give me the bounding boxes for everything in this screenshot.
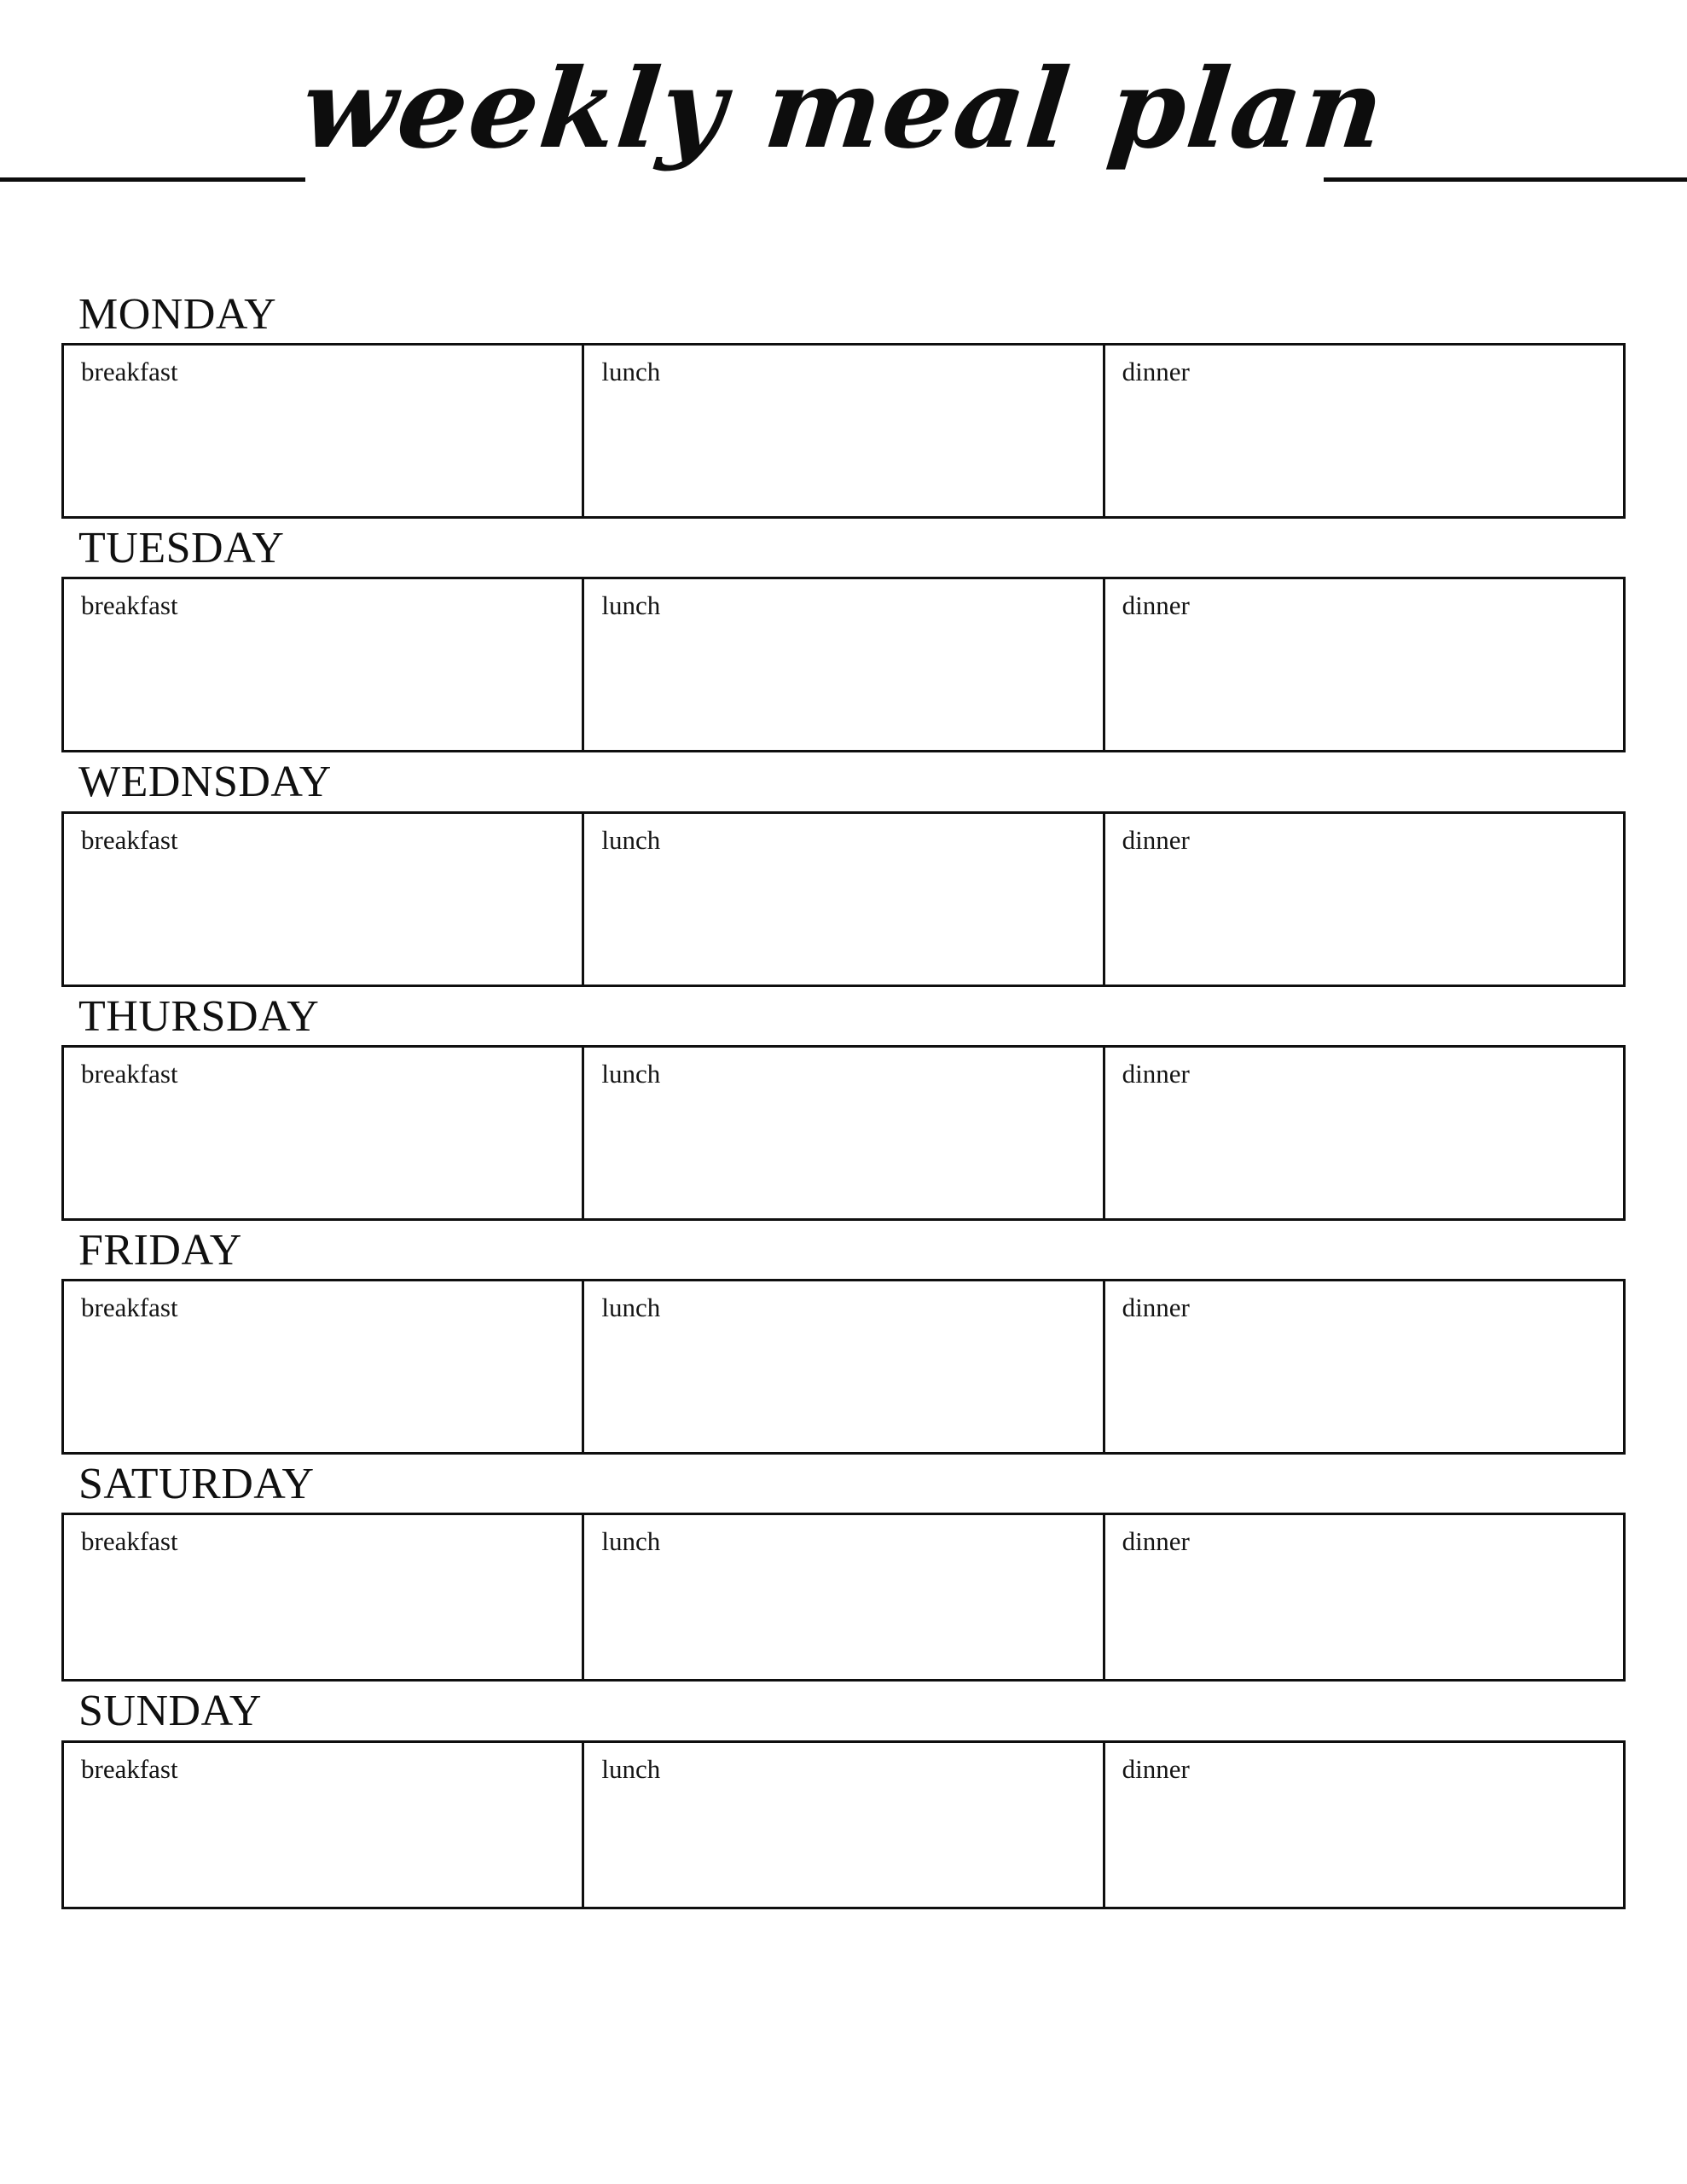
meal-row-tuesday [61,577,1626,752]
header-rule-left [0,177,305,182]
meal-cell-tuesday-dinner[interactable] [1105,579,1623,750]
day-title-monday: MONDAY [78,290,277,339]
meal-cell-wednsday-dinner[interactable] [1105,814,1623,985]
meal-label-thursday-lunch: lunch [601,1058,661,1089]
meal-cell-sunday-dinner[interactable] [1105,1743,1623,1907]
meal-cell-friday-dinner[interactable] [1105,1281,1623,1452]
meal-label-monday-breakfast: breakfast [81,357,178,387]
meal-label-saturday-dinner: dinner [1122,1526,1190,1557]
page-header [0,0,1687,256]
day-title-thursday: THURSDAY [78,991,320,1041]
meal-label-monday-lunch: lunch [601,357,661,387]
meal-label-thursday-dinner: dinner [1122,1058,1190,1089]
meal-label-monday-dinner: dinner [1122,357,1190,387]
meal-label-wednsday-breakfast: breakfast [81,824,178,855]
day-title-friday: FRIDAY [78,1225,242,1275]
meal-cell-thursday-breakfast[interactable] [64,1048,584,1218]
meal-cell-wednsday-breakfast[interactable] [64,814,584,985]
meal-cell-monday-breakfast[interactable] [64,346,584,516]
meal-cell-thursday-dinner[interactable] [1105,1048,1623,1218]
meal-cell-friday-lunch[interactable] [584,1281,1104,1452]
meal-row-sunday [61,1740,1626,1909]
meal-label-saturday-lunch: lunch [601,1526,661,1557]
meal-label-wednsday-dinner: dinner [1122,824,1190,855]
meal-row-monday [61,343,1626,519]
meal-cell-saturday-breakfast[interactable] [64,1515,584,1679]
day-block-tuesday [61,524,1626,752]
meal-cell-sunday-lunch[interactable] [584,1743,1104,1907]
meal-label-sunday-dinner: dinner [1122,1753,1190,1784]
meal-label-tuesday-dinner: dinner [1122,590,1190,621]
meal-cell-thursday-lunch[interactable] [584,1048,1104,1218]
meal-label-friday-lunch: lunch [601,1292,661,1323]
meal-cell-saturday-dinner[interactable] [1105,1515,1623,1679]
meal-row-friday [61,1279,1626,1455]
meal-label-friday-breakfast: breakfast [81,1292,178,1323]
meal-cell-monday-dinner[interactable] [1105,346,1623,516]
meal-cell-friday-breakfast[interactable] [64,1281,584,1452]
day-title-saturday: SATURDAY [78,1460,315,1509]
planner-grid [61,290,1626,1914]
day-title-wednsday: WEDNSDAY [78,758,332,807]
meal-row-saturday [61,1513,1626,1682]
meal-label-sunday-lunch: lunch [601,1753,661,1784]
meal-label-tuesday-lunch: lunch [601,590,661,621]
meal-cell-tuesday-breakfast[interactable] [64,579,584,750]
meal-label-thursday-breakfast: breakfast [81,1058,178,1089]
meal-cell-monday-lunch[interactable] [584,346,1104,516]
page-title: weekly meal plan [295,45,1392,173]
day-block-sunday [61,1687,1626,1908]
day-block-monday [61,290,1626,519]
day-title-sunday: SUNDAY [78,1687,262,1736]
meal-cell-saturday-lunch[interactable] [584,1515,1104,1679]
meal-label-tuesday-breakfast: breakfast [81,590,178,621]
day-block-saturday [61,1460,1626,1682]
meal-label-saturday-breakfast: breakfast [81,1526,178,1557]
meal-row-wednsday [61,811,1626,987]
meal-cell-sunday-breakfast[interactable] [64,1743,584,1907]
day-title-tuesday: TUESDAY [78,524,285,573]
meal-row-thursday [61,1045,1626,1221]
meal-cell-tuesday-lunch[interactable] [584,579,1104,750]
meal-label-friday-dinner: dinner [1122,1292,1190,1323]
header-rule-right [1324,177,1687,182]
meal-cell-wednsday-lunch[interactable] [584,814,1104,985]
meal-label-sunday-breakfast: breakfast [81,1753,178,1784]
day-block-thursday [61,992,1626,1221]
day-block-friday [61,1226,1626,1455]
day-block-wednsday [61,758,1626,986]
meal-label-wednsday-lunch: lunch [601,824,661,855]
